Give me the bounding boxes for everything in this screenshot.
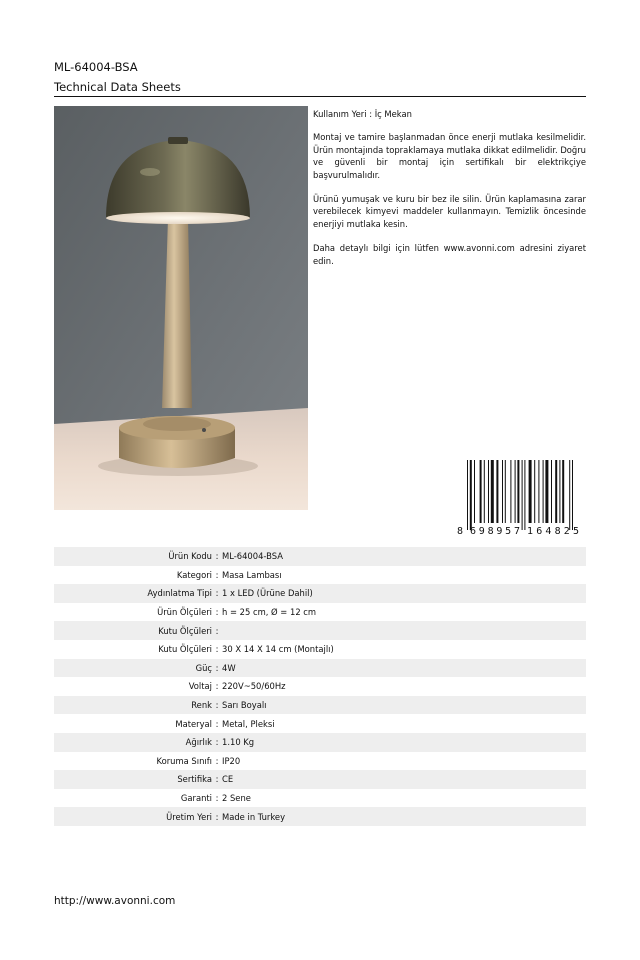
- spec-value: Metal, Pleksi: [222, 718, 275, 729]
- product-photo: [54, 106, 308, 510]
- spec-label: Koruma Sınıfı: [156, 755, 212, 766]
- spec-separator: :: [215, 755, 219, 766]
- barcode-bar: [534, 460, 535, 523]
- spec-separator: :: [215, 569, 219, 580]
- spec-value: Made in Turkey: [222, 811, 286, 822]
- document-header: [54, 60, 586, 94]
- spec-row: [54, 677, 586, 696]
- spec-table: [54, 547, 586, 826]
- spec-separator: :: [215, 662, 219, 673]
- barcode-bar: [496, 460, 498, 523]
- spec-separator: :: [215, 625, 219, 636]
- spec-label: Aydınlatma Tipi: [147, 588, 212, 599]
- spec-label: Kategori: [176, 569, 212, 580]
- barcode-bar: [491, 460, 494, 523]
- barcode-bar: [569, 460, 570, 530]
- spec-row: [54, 807, 586, 826]
- spec-value: Masa Lambası: [222, 569, 282, 580]
- spec-row: [54, 584, 586, 603]
- spec-row: [54, 547, 586, 566]
- barcode-bar: [543, 460, 544, 523]
- barcode-bar: [559, 460, 560, 523]
- ean-barcode: [455, 460, 585, 536]
- spec-value: 30 X 14 X 14 cm (Montajlı): [222, 644, 334, 655]
- spec-separator: :: [215, 737, 219, 748]
- spec-label: Güç: [195, 662, 212, 673]
- barcode-bar: [524, 460, 525, 530]
- spec-label: Ürün Ölçüleri: [157, 607, 212, 618]
- header-divider: [54, 96, 586, 97]
- barcode-bar: [538, 460, 539, 523]
- spec-separator: :: [215, 700, 219, 711]
- barcode-bar: [488, 460, 489, 523]
- spec-value: ML-64004-BSA: [222, 551, 283, 562]
- spec-row: [54, 770, 586, 789]
- spec-row: [54, 696, 586, 715]
- spec-separator: :: [215, 811, 219, 822]
- spec-label: Materyal: [175, 718, 212, 729]
- spec-separator: :: [215, 774, 219, 785]
- spec-row: [54, 659, 586, 678]
- spec-label: Sertifika: [177, 774, 212, 785]
- spec-row: [54, 789, 586, 808]
- barcode-bar: [467, 460, 468, 530]
- barcode-bar: [522, 460, 523, 530]
- barcode-bar: [505, 460, 506, 523]
- spec-row: [54, 752, 586, 771]
- barcode-bars: [467, 460, 573, 530]
- spec-label: Ağırlık: [185, 737, 212, 748]
- product-code-title: ML-64004-BSA: [54, 60, 138, 74]
- spec-label: Ürün Kodu: [168, 551, 212, 562]
- barcode-bar: [555, 460, 557, 523]
- spec-value: 1 x LED (Ürüne Dahil): [222, 588, 313, 599]
- barcode-bar: [551, 460, 552, 523]
- usage-info: [313, 108, 586, 279]
- contact-paragraph: Daha detaylı bilgi için lütfen www.avonni.com adresini ziyaret edin.: [313, 243, 586, 266]
- spec-label: Üretim Yeri: [166, 811, 212, 822]
- spec-row: [54, 621, 586, 640]
- spec-label: Voltaj: [188, 681, 212, 692]
- spec-separator: :: [215, 607, 219, 618]
- spec-value: 1.10 Kg: [222, 737, 255, 748]
- spec-value: CE: [222, 774, 234, 785]
- spec-value: 2 Sene: [222, 793, 251, 804]
- spec-separator: :: [215, 793, 219, 804]
- spec-separator: :: [215, 681, 219, 692]
- spec-label: Kutu Ölçüleri: [158, 644, 212, 655]
- barcode-bar: [529, 460, 532, 523]
- barcode-bar: [545, 460, 548, 523]
- spec-value: 220V~50/60Hz: [222, 681, 286, 692]
- barcode-bar: [502, 460, 503, 523]
- spec-label: Renk: [191, 700, 212, 711]
- cleaning-paragraph: Ürünü yumuşak ve kuru bir bez ile silin. Ürün kaplamasına zarar verebilecek kimyevi maddeler kullanmayın. Temizlik öncesinde enerjiyi mutlaka kesin.: [313, 194, 586, 229]
- barcode-bar: [572, 460, 573, 530]
- barcode-bar: [517, 460, 519, 523]
- document-subtitle: Technical Data Sheets: [54, 80, 181, 94]
- barcode-bar: [484, 460, 485, 523]
- barcode-bar: [474, 460, 475, 523]
- barcode-digits-right: 164825: [527, 526, 579, 536]
- barcode-bar: [510, 460, 511, 523]
- spec-value: 4W: [222, 662, 236, 673]
- spec-separator: :: [215, 551, 219, 562]
- usage-location: Kullanım Yeri : İç Mekan: [313, 109, 412, 119]
- spec-row: [54, 733, 586, 752]
- spec-label: Garanti: [180, 793, 212, 804]
- barcode-digit-first: 8: [457, 526, 464, 536]
- spec-row: [54, 603, 586, 622]
- spec-value: IP20: [222, 755, 241, 766]
- spec-value: Sarı Boyalı: [222, 700, 267, 711]
- spec-row: [54, 714, 586, 733]
- spec-separator: :: [215, 718, 219, 729]
- safety-paragraph: Montaj ve tamire başlanmadan önce enerji mutlaka kesilmelidir. Ürün montajında topraklamaya mutlaka dikkat edilmelidir. Doğru ve güvenli bir montaj için sertifikalı bir elektrikçiye başvurulmalıdır.: [313, 132, 586, 180]
- spec-row: [54, 640, 586, 659]
- barcode-bar: [515, 460, 516, 523]
- footer-url: http://www.avonni.com: [54, 895, 176, 907]
- spec-row: [54, 566, 586, 585]
- spec-label: Kutu Ölçüleri: [158, 625, 212, 636]
- barcode-bar: [470, 460, 472, 530]
- barcode-bar: [480, 460, 482, 523]
- spec-value: h = 25 cm, Ø = 12 cm: [222, 607, 317, 618]
- spec-separator: :: [215, 588, 219, 599]
- barcode-bar: [562, 460, 564, 523]
- barcode-digits-left: 698957: [470, 526, 520, 536]
- spec-separator: :: [215, 644, 219, 655]
